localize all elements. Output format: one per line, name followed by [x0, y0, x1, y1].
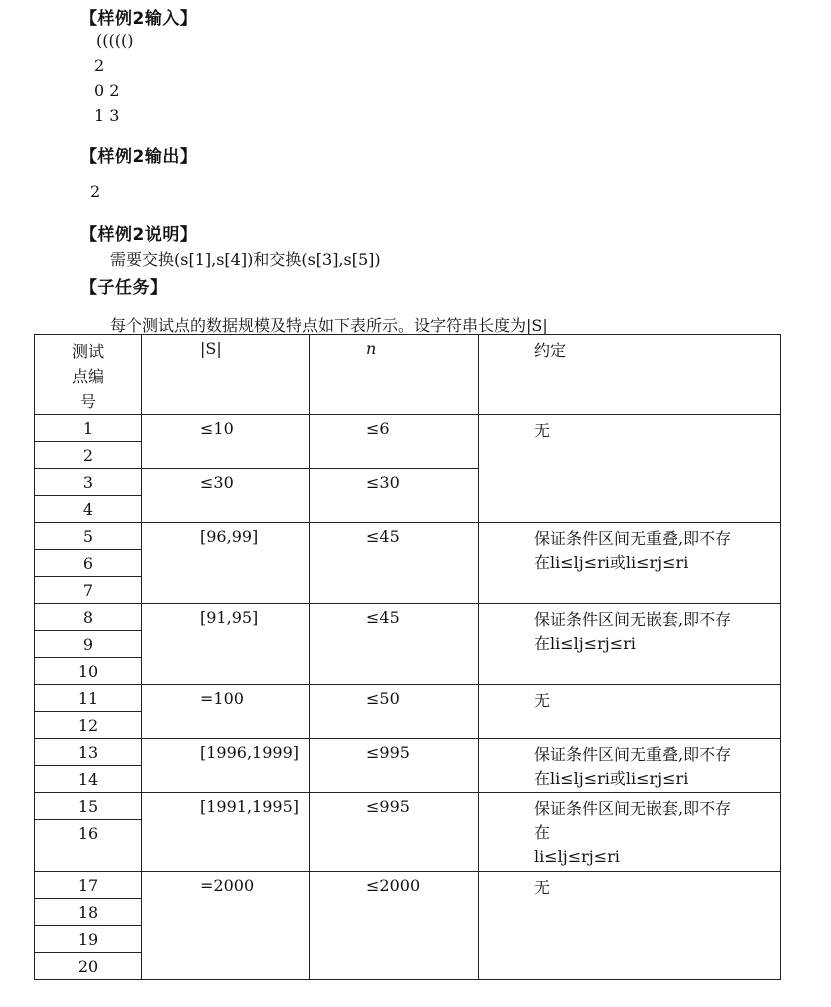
constraint-cell	[479, 685, 781, 739]
sample2-explain-text: 需要交换(s[1],s[4])和交换(s[3],s[5])	[110, 250, 381, 269]
table-row	[35, 604, 781, 631]
constraint-line: 无	[534, 691, 551, 710]
constraint-line: 在li≤lj≤ri或li≤rj≤ri	[534, 553, 689, 572]
test-id-cell: 15	[35, 793, 142, 820]
constraint-line: 无	[534, 421, 551, 440]
constraint-line: 保证条件区间无嵌套,即不存	[534, 799, 732, 818]
table-row	[35, 415, 781, 442]
test-id-cell: 19	[35, 926, 142, 953]
n-cell: ≤45	[310, 523, 479, 604]
header-test-id	[35, 335, 142, 415]
table-row	[35, 739, 781, 766]
constraint-line: 在li≤lj≤ri或li≤rj≤ri	[534, 769, 689, 788]
test-id-cell: 12	[35, 712, 142, 739]
test-id-cell: 16	[35, 820, 142, 872]
constraint-cell	[479, 872, 781, 980]
sample2-explain-heading: 【样例2说明】	[80, 225, 198, 245]
n-cell: ≤2000	[310, 872, 479, 980]
n-cell: ≤50	[310, 685, 479, 739]
test-id-cell: 9	[35, 631, 142, 658]
sample2-output-heading: 【样例2输出】	[80, 147, 198, 167]
table-row	[35, 685, 781, 712]
s-cell: ≤30	[142, 469, 310, 523]
constraint-cell	[479, 793, 781, 872]
n-cell: ≤995	[310, 793, 479, 872]
test-id-cell: 14	[35, 766, 142, 793]
s-cell: [1996,1999]	[142, 739, 310, 793]
subtasks-intro: 每个测试点的数据规模及特点如下表所示。设字符串长度为|S|	[110, 316, 548, 335]
test-id-cell: 10	[35, 658, 142, 685]
constraint-line: 无	[534, 878, 551, 897]
constraint-line: 在li≤lj≤rj≤ri	[534, 634, 636, 653]
table-row	[35, 523, 781, 550]
s-cell: [91,95]	[142, 604, 310, 685]
test-id-cell: 13	[35, 739, 142, 766]
s-cell: [1991,1995]	[142, 793, 310, 872]
test-id-cell: 20	[35, 953, 142, 980]
s-cell: [96,99]	[142, 523, 310, 604]
n-cell: ≤45	[310, 604, 479, 685]
sample2-input-heading: 【样例2输入】	[80, 9, 198, 29]
test-id-cell: 5	[35, 523, 142, 550]
sample2-input-line-2: 2	[94, 56, 105, 75]
sample2-output-line-1: 2	[90, 182, 101, 201]
constraint-cell	[479, 604, 781, 685]
table-header-row	[35, 335, 781, 415]
test-id-cell: 7	[35, 577, 142, 604]
header-test-id-line: 点编	[71, 367, 104, 386]
constraint-line: 保证条件区间无重叠,即不存	[534, 529, 732, 548]
sample2-input-line-1: ((((()	[96, 31, 134, 50]
test-id-cell: 1	[35, 415, 142, 442]
n-cell: ≤995	[310, 739, 479, 793]
s-cell: ≤10	[142, 415, 310, 469]
test-id-cell: 6	[35, 550, 142, 577]
header-test-id-line: 测试	[71, 342, 104, 361]
constraint-line: 在	[534, 823, 551, 842]
s-cell: =2000	[142, 872, 310, 980]
test-id-cell: 17	[35, 872, 142, 899]
test-id-cell: 3	[35, 469, 142, 496]
header-n: n	[310, 335, 479, 415]
test-id-cell: 18	[35, 899, 142, 926]
table-row	[35, 872, 781, 899]
constraint-line: 保证条件区间无重叠,即不存	[534, 745, 732, 764]
test-id-cell: 2	[35, 442, 142, 469]
n-cell: ≤30	[310, 469, 479, 523]
constraint-cell	[479, 415, 781, 523]
header-constraint: 约定	[479, 335, 781, 415]
sample2-input-line-4: 1 3	[94, 106, 120, 125]
subtasks-table	[34, 334, 781, 980]
table-row	[35, 793, 781, 820]
header-test-id-line: 号	[79, 392, 96, 411]
constraint-cell	[479, 523, 781, 604]
test-id-cell: 4	[35, 496, 142, 523]
n-cell: ≤6	[310, 415, 479, 469]
header-s: |S|	[142, 335, 310, 415]
sample2-input-line-3: 0 2	[94, 81, 120, 100]
test-id-cell: 8	[35, 604, 142, 631]
constraint-line: li≤lj≤rj≤ri	[534, 847, 620, 866]
subtasks-heading: 【子任务】	[80, 278, 168, 298]
test-id-cell: 11	[35, 685, 142, 712]
s-cell: =100	[142, 685, 310, 739]
constraint-cell	[479, 739, 781, 793]
constraint-line: 保证条件区间无嵌套,即不存	[534, 610, 732, 629]
